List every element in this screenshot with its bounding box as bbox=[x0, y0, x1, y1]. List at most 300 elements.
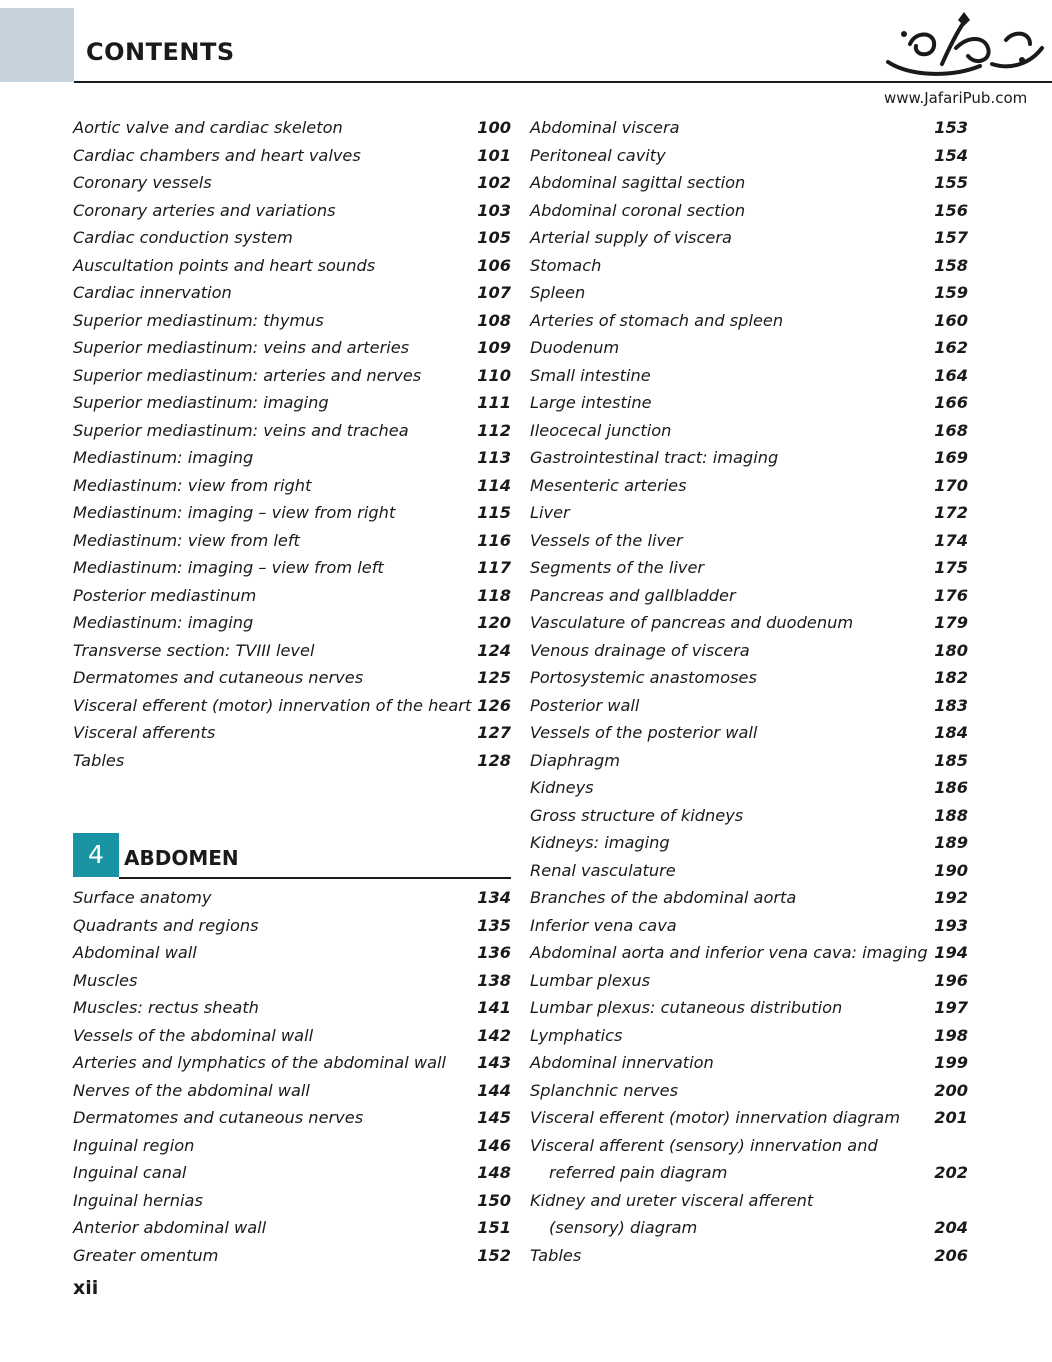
toc-entry-title-line: Tables bbox=[530, 1245, 582, 1265]
toc-entry-page: 174 bbox=[934, 530, 968, 550]
toc-entry-title-line: Vessels of the posterior wall bbox=[530, 723, 758, 742]
toc-entry-title bbox=[73, 389, 451, 417]
toc-entry[interactable] bbox=[73, 1242, 511, 1270]
toc-entry-title-line: Duodenum bbox=[530, 338, 620, 357]
toc-entry-page: 141 bbox=[477, 998, 511, 1017]
toc-entry-title bbox=[530, 389, 908, 417]
toc-entry-title-line: Visceral efferent (motor) innervation diagram bbox=[530, 1108, 900, 1127]
toc-entry-title-line: (sensory) diagram bbox=[549, 1218, 698, 1237]
toc-entry-page: 199 bbox=[934, 1053, 968, 1072]
toc-entry-page: 188 bbox=[934, 805, 968, 825]
toc-entry-title bbox=[530, 1104, 908, 1132]
toc-entry-page: 120 bbox=[477, 613, 511, 632]
toc-entry[interactable] bbox=[73, 279, 511, 307]
toc-entry-title bbox=[530, 554, 908, 582]
toc-list-abdomen bbox=[73, 884, 511, 1269]
toc-entry-title bbox=[530, 114, 908, 142]
toc-entry-page: 108 bbox=[477, 310, 511, 330]
toc-entry-title bbox=[530, 664, 908, 692]
toc-entry-title-line: Dermatomes and cutaneous nerves bbox=[73, 1108, 364, 1127]
toc-entry-page: 110 bbox=[477, 365, 511, 385]
toc-entry-title-line: Inferior vena cava bbox=[530, 915, 677, 935]
toc-entry-title-line: Visceral efferent (motor) innervation of the heart bbox=[73, 695, 472, 715]
toc-entry[interactable] bbox=[73, 1187, 511, 1215]
toc-entry[interactable] bbox=[530, 1187, 968, 1242]
toc-entry-title bbox=[73, 362, 451, 390]
toc-entry-title bbox=[530, 774, 908, 802]
toc-entry-page: 160 bbox=[934, 310, 968, 330]
toc-entry-title bbox=[530, 444, 908, 472]
toc-entry-page: 109 bbox=[477, 338, 511, 357]
toc-entry-title-line: referred pain diagram bbox=[549, 1163, 728, 1182]
toc-entry-title bbox=[73, 142, 451, 170]
toc-entry-page: 152 bbox=[477, 1245, 511, 1265]
toc-entry-title bbox=[530, 279, 908, 307]
toc-entry-title bbox=[530, 1132, 908, 1187]
toc-entry[interactable] bbox=[73, 554, 511, 582]
toc-entry-page: 186 bbox=[934, 778, 968, 797]
toc-entry-title-line: Pancreas and gallbladder bbox=[530, 585, 736, 605]
toc-entry-page: 179 bbox=[934, 613, 968, 632]
toc-entry[interactable] bbox=[73, 609, 511, 637]
toc-entry[interactable] bbox=[73, 1159, 511, 1187]
toc-entry-page: 202 bbox=[934, 1163, 968, 1182]
toc-entry-page: 114 bbox=[477, 475, 511, 495]
page-number: xii bbox=[73, 1277, 99, 1299]
toc-entry-page: 127 bbox=[477, 723, 511, 742]
toc-entry-title bbox=[73, 1214, 451, 1242]
toc-entry[interactable] bbox=[530, 609, 968, 637]
toc-entry-page: 193 bbox=[934, 915, 968, 935]
toc-entry-title-line: Kidneys: imaging bbox=[530, 833, 670, 852]
toc-entry[interactable] bbox=[73, 884, 511, 912]
toc-entry[interactable] bbox=[73, 389, 511, 417]
toc-entry[interactable] bbox=[73, 1132, 511, 1160]
toc-entry[interactable] bbox=[73, 967, 511, 995]
toc-entry[interactable] bbox=[530, 747, 968, 775]
toc-entry-title bbox=[73, 169, 451, 197]
toc-entry-page: 116 bbox=[477, 530, 511, 550]
toc-entry[interactable] bbox=[530, 197, 968, 225]
toc-entry-title bbox=[530, 967, 908, 995]
toc-entry-title bbox=[73, 664, 451, 692]
toc-entry-page: 166 bbox=[934, 393, 968, 412]
toc-entry-title bbox=[530, 582, 908, 610]
toc-entry[interactable] bbox=[530, 279, 968, 307]
toc-entry-page: 100 bbox=[477, 118, 511, 137]
toc-entry-title-line: Superior mediastinum: arteries and nerves bbox=[73, 365, 422, 385]
toc-entry-title bbox=[73, 912, 451, 940]
toc-entry-page: 150 bbox=[477, 1190, 511, 1210]
toc-entry[interactable] bbox=[73, 417, 511, 445]
toc-entry-title bbox=[530, 719, 908, 747]
toc-entry-title bbox=[73, 472, 451, 500]
toc-entry-title-line: Peritoneal cavity bbox=[530, 145, 666, 165]
toc-entry[interactable] bbox=[530, 994, 968, 1022]
toc-entry[interactable] bbox=[73, 1022, 511, 1050]
toc-entry-page: 146 bbox=[477, 1135, 511, 1155]
toc-entry[interactable] bbox=[73, 939, 511, 967]
toc-entry-title-line: Mediastinum: imaging bbox=[73, 448, 254, 467]
toc-entry-page: 197 bbox=[934, 998, 968, 1017]
toc-entry-title-line: Abdominal innervation bbox=[530, 1053, 714, 1072]
toc-entry[interactable] bbox=[73, 719, 511, 747]
toc-entry-title bbox=[530, 417, 908, 445]
toc-entry[interactable] bbox=[73, 664, 511, 692]
toc-entry-page: 111 bbox=[477, 393, 511, 412]
toc-entry-page: 118 bbox=[477, 585, 511, 605]
toc-right-column bbox=[530, 114, 968, 1269]
toc-entry[interactable] bbox=[530, 252, 968, 280]
toc-entry[interactable] bbox=[73, 362, 511, 390]
toc-entry-page: 154 bbox=[934, 145, 968, 165]
toc-entry-title bbox=[73, 939, 451, 967]
toc-entry[interactable] bbox=[530, 114, 968, 142]
toc-entry-page: 176 bbox=[934, 585, 968, 605]
toc-entry-title-line: Vessels of the abdominal wall bbox=[73, 1025, 314, 1045]
toc-entry-page: 168 bbox=[934, 420, 968, 440]
toc-entry-title-line: Superior mediastinum: imaging bbox=[73, 393, 329, 412]
toc-entry-page: 101 bbox=[477, 145, 511, 165]
toc-entry[interactable] bbox=[530, 417, 968, 445]
toc-entry-title-line: Abdominal coronal section bbox=[530, 200, 746, 220]
toc-entry-title-line: Inguinal region bbox=[73, 1135, 195, 1155]
toc-entry[interactable] bbox=[530, 444, 968, 472]
toc-entry-title bbox=[530, 1242, 908, 1270]
toc-entry-title bbox=[530, 224, 908, 252]
toc-entry-title-line: Tables bbox=[73, 750, 125, 770]
toc-entry-title bbox=[530, 142, 908, 170]
toc-entry-title bbox=[530, 637, 908, 665]
toc-entry[interactable] bbox=[530, 857, 968, 885]
toc-entry-title bbox=[73, 417, 451, 445]
toc-entry-page: 148 bbox=[477, 1163, 511, 1182]
toc-entry-page: 143 bbox=[477, 1053, 511, 1072]
toc-entry-page: 103 bbox=[477, 200, 511, 220]
toc-entry-title bbox=[530, 362, 908, 390]
toc-entry-title-line: Muscles: rectus sheath bbox=[73, 998, 259, 1017]
toc-entry-page: 156 bbox=[934, 200, 968, 220]
toc-entry-title bbox=[73, 1077, 451, 1105]
toc-entry[interactable] bbox=[530, 389, 968, 417]
toc-entry-page: 190 bbox=[934, 860, 968, 880]
toc-entry[interactable] bbox=[530, 224, 968, 252]
toc-entry-title-line: Liver bbox=[530, 503, 570, 522]
toc-entry[interactable] bbox=[73, 582, 511, 610]
toc-entry[interactable] bbox=[530, 472, 968, 500]
toc-entry[interactable] bbox=[530, 1049, 968, 1077]
toc-entry-title bbox=[73, 637, 451, 665]
toc-entry-title bbox=[530, 499, 908, 527]
toc-entry-page: 200 bbox=[934, 1080, 968, 1100]
toc-entry[interactable] bbox=[73, 499, 511, 527]
toc-entry-page: 185 bbox=[934, 750, 968, 770]
toc-entry-page: 198 bbox=[934, 1025, 968, 1045]
toc-entry-title-line: Transverse section: TVIII level bbox=[73, 640, 315, 660]
toc-entry-page: 194 bbox=[934, 943, 968, 962]
toc-entry-title-line: Surface anatomy bbox=[73, 888, 212, 907]
toc-entry[interactable] bbox=[73, 444, 511, 472]
toc-entry[interactable] bbox=[73, 142, 511, 170]
toc-entry-title-line: Dermatomes and cutaneous nerves bbox=[73, 668, 364, 687]
publisher-logo bbox=[880, 4, 1050, 86]
toc-entry-title bbox=[73, 114, 451, 142]
toc-entry-title-line: Abdominal viscera bbox=[530, 118, 680, 137]
toc-entry[interactable] bbox=[530, 142, 968, 170]
toc-entry-title-line: Arteries and lymphatics of the abdominal wall bbox=[73, 1053, 447, 1072]
toc-entry-title-line: Gross structure of kidneys bbox=[530, 805, 744, 825]
toc-entry-title-line: Superior mediastinum: veins and arteries bbox=[73, 338, 410, 357]
toc-entry-title-line: Lumbar plexus bbox=[530, 970, 651, 990]
toc-entry-title-line: Vessels of the liver bbox=[530, 530, 683, 550]
toc-entry-title bbox=[530, 692, 908, 720]
toc-entry-title bbox=[73, 554, 451, 582]
toc-entry-title bbox=[73, 1187, 451, 1215]
toc-entry[interactable] bbox=[73, 197, 511, 225]
toc-entry-title bbox=[530, 1187, 908, 1242]
toc-entry-title bbox=[530, 1022, 908, 1050]
toc-entry-title-line: Auscultation points and heart sounds bbox=[73, 255, 376, 275]
toc-entry-page: 172 bbox=[934, 503, 968, 522]
toc-entry-page: 136 bbox=[477, 943, 511, 962]
toc-entry[interactable] bbox=[73, 692, 511, 720]
toc-entry[interactable] bbox=[73, 912, 511, 940]
toc-entry-title-line: Muscles bbox=[73, 970, 138, 990]
toc-entry[interactable] bbox=[530, 829, 968, 857]
toc-entry-title-line: Arteries of stomach and spleen bbox=[530, 310, 784, 330]
toc-entry[interactable] bbox=[73, 472, 511, 500]
toc-entry-page: 124 bbox=[477, 640, 511, 660]
toc-entry-title-line: Mediastinum: imaging bbox=[73, 613, 254, 632]
toc-entry[interactable] bbox=[530, 637, 968, 665]
toc-entry-title bbox=[73, 224, 451, 252]
toc-entry-title bbox=[73, 334, 451, 362]
toc-entry-title bbox=[530, 857, 908, 885]
toc-entry-page: 157 bbox=[934, 228, 968, 247]
toc-entry-title bbox=[530, 472, 908, 500]
toc-entry[interactable] bbox=[530, 802, 968, 830]
toc-entry-title-line: Coronary arteries and variations bbox=[73, 200, 336, 220]
toc-entry-page: 126 bbox=[477, 695, 511, 715]
toc-entry[interactable] bbox=[73, 994, 511, 1022]
toc-entry-title-line: Vasculature of pancreas and duodenum bbox=[530, 613, 854, 632]
toc-entry-title-line: Lumbar plexus: cutaneous distribution bbox=[530, 998, 843, 1017]
toc-entry[interactable] bbox=[73, 252, 511, 280]
toc-entry-page: 206 bbox=[934, 1245, 968, 1265]
toc-entry[interactable] bbox=[73, 169, 511, 197]
toc-entry-title-line: Superior mediastinum: thymus bbox=[73, 310, 324, 330]
toc-entry-title-line: Kidney and ureter visceral afferent bbox=[530, 1190, 814, 1210]
toc-entry-page: 134 bbox=[477, 888, 511, 907]
toc-entry-title-line: Branches of the abdominal aorta bbox=[530, 888, 797, 907]
toc-entry[interactable] bbox=[530, 967, 968, 995]
toc-entry-title-line: Mediastinum: view from right bbox=[73, 475, 312, 495]
toc-entry-title bbox=[73, 609, 451, 637]
toc-entry-page: 135 bbox=[477, 915, 511, 935]
toc-entry[interactable] bbox=[530, 1077, 968, 1105]
toc-entry-page: 106 bbox=[477, 255, 511, 275]
toc-entry-title bbox=[530, 252, 908, 280]
toc-entry-title-line: Superior mediastinum: veins and trachea bbox=[73, 420, 409, 440]
toc-entry-title-line: Stomach bbox=[530, 255, 602, 275]
toc-entry[interactable] bbox=[530, 692, 968, 720]
toc-entry-title bbox=[530, 1049, 908, 1077]
toc-entry-page: 144 bbox=[477, 1080, 511, 1100]
toc-entry[interactable] bbox=[530, 527, 968, 555]
toc-entry-title bbox=[530, 197, 908, 225]
toc-entry-page: 145 bbox=[477, 1108, 511, 1127]
toc-entry-page: 159 bbox=[934, 283, 968, 302]
toc-entry[interactable] bbox=[530, 334, 968, 362]
toc-entry-page: 112 bbox=[477, 420, 511, 440]
toc-entry[interactable] bbox=[530, 169, 968, 197]
toc-entry[interactable] bbox=[73, 747, 511, 775]
toc-entry-title-line: Mediastinum: imaging – view from right bbox=[73, 503, 396, 522]
toc-entry[interactable] bbox=[73, 637, 511, 665]
toc-entry[interactable] bbox=[530, 499, 968, 527]
toc-entry-title-line: Large intestine bbox=[530, 393, 652, 412]
toc-entry-title-line: Aortic valve and cardiac skeleton bbox=[73, 118, 343, 137]
toc-entry-title bbox=[73, 1104, 451, 1132]
toc-entry-page: 102 bbox=[477, 173, 511, 192]
toc-entry[interactable] bbox=[73, 1214, 511, 1242]
toc-entry-title-line: Cardiac chambers and heart valves bbox=[73, 145, 361, 165]
toc-entry[interactable] bbox=[530, 307, 968, 335]
toc-entry-title bbox=[530, 169, 908, 197]
toc-entry[interactable] bbox=[530, 912, 968, 940]
toc-entry-title bbox=[73, 994, 451, 1022]
toc-entry[interactable] bbox=[530, 939, 968, 967]
toc-entry-title bbox=[73, 1132, 451, 1160]
toc-entry-title bbox=[73, 1049, 451, 1077]
toc-entry[interactable] bbox=[530, 554, 968, 582]
toc-entry[interactable] bbox=[530, 1242, 968, 1270]
toc-entry-title-line: Portosystemic anastomoses bbox=[530, 668, 757, 687]
toc-entry[interactable] bbox=[73, 224, 511, 252]
toc-entry[interactable] bbox=[530, 1104, 968, 1132]
toc-entry[interactable] bbox=[73, 114, 511, 142]
toc-entry-title-line: Lymphatics bbox=[530, 1025, 623, 1045]
toc-entry-title bbox=[73, 197, 451, 225]
toc-entry-page: 151 bbox=[477, 1218, 511, 1237]
toc-entry[interactable] bbox=[73, 1049, 511, 1077]
toc-entry-title-line: Small intestine bbox=[530, 365, 651, 385]
toc-entry-page: 115 bbox=[477, 503, 511, 522]
toc-entry-page: 183 bbox=[934, 695, 968, 715]
toc-entry-title bbox=[530, 829, 908, 857]
toc-left-section-column bbox=[73, 884, 511, 1269]
toc-entry[interactable] bbox=[530, 774, 968, 802]
toc-entry-title bbox=[73, 747, 451, 775]
toc-entry-title-line: Abdominal aorta and inferior vena cava: imaging bbox=[530, 943, 928, 962]
toc-entry[interactable] bbox=[530, 719, 968, 747]
toc-entry-page: 162 bbox=[934, 338, 968, 357]
toc-entry-page: 201 bbox=[934, 1108, 968, 1127]
toc-entry-title-line: Visceral afferents bbox=[73, 723, 216, 742]
toc-entry-title bbox=[73, 527, 451, 555]
toc-entry-title-line: Venous drainage of viscera bbox=[530, 640, 750, 660]
toc-entry-title bbox=[530, 994, 908, 1022]
toc-entry-page: 204 bbox=[934, 1218, 968, 1237]
toc-entry-page: 113 bbox=[477, 448, 511, 467]
toc-entry-title bbox=[73, 499, 451, 527]
toc-entry-page: 170 bbox=[934, 475, 968, 495]
toc-entry-title-line: Ileocecal junction bbox=[530, 420, 672, 440]
toc-entry-page: 175 bbox=[934, 558, 968, 577]
toc-entry-page: 164 bbox=[934, 365, 968, 385]
toc-entry-page: 125 bbox=[477, 668, 511, 687]
toc-entry-page: 192 bbox=[934, 888, 968, 907]
toc-entry-page: 128 bbox=[477, 750, 511, 770]
toc-left-column bbox=[73, 114, 511, 774]
toc-entry-page: 155 bbox=[934, 173, 968, 192]
toc-entry-page: 158 bbox=[934, 255, 968, 275]
toc-entry-title bbox=[73, 884, 451, 912]
toc-entry-title bbox=[73, 279, 451, 307]
toc-entry-title-line: Mediastinum: imaging – view from left bbox=[73, 558, 384, 577]
toc-entry-title-line: Coronary vessels bbox=[73, 173, 212, 192]
toc-entry-title bbox=[73, 252, 451, 280]
toc-entry-title-line: Greater omentum bbox=[73, 1245, 219, 1265]
toc-entry-title bbox=[530, 527, 908, 555]
toc-entry[interactable] bbox=[73, 307, 511, 335]
toc-entry-title-line: Segments of the liver bbox=[530, 558, 705, 577]
toc-entry-title bbox=[530, 609, 908, 637]
toc-entry-title bbox=[73, 967, 451, 995]
toc-entry-page: 105 bbox=[477, 228, 511, 247]
toc-entry-page: 117 bbox=[477, 558, 511, 577]
toc-entry-title-line: Mediastinum: view from left bbox=[73, 530, 300, 550]
toc-entry-title bbox=[73, 692, 472, 720]
toc-entry[interactable] bbox=[73, 334, 511, 362]
toc-entry-title bbox=[73, 444, 451, 472]
toc-entry-title-line: Mesenteric arteries bbox=[530, 475, 687, 495]
toc-entry-title-line: Arterial supply of viscera bbox=[530, 228, 732, 247]
toc-entry[interactable] bbox=[530, 884, 968, 912]
toc-entry[interactable] bbox=[530, 1022, 968, 1050]
toc-entry-title-line: Inguinal canal bbox=[73, 1163, 187, 1182]
toc-entry-page: 182 bbox=[934, 668, 968, 687]
section-header bbox=[73, 833, 511, 879]
toc-entry-title-line: Anterior abdominal wall bbox=[73, 1218, 267, 1237]
toc-entry-title bbox=[530, 884, 908, 912]
toc-entry[interactable] bbox=[73, 1104, 511, 1132]
toc-entry[interactable] bbox=[73, 1077, 511, 1105]
section-title: ABDOMEN bbox=[124, 846, 239, 870]
toc-entry[interactable] bbox=[530, 1132, 968, 1187]
toc-entry-title-line: Quadrants and regions bbox=[73, 915, 259, 935]
toc-entry-title bbox=[73, 719, 451, 747]
toc-entry[interactable] bbox=[530, 664, 968, 692]
toc-entry-page: 107 bbox=[477, 283, 511, 302]
toc-entry-title-line: Inguinal hernias bbox=[73, 1190, 203, 1210]
toc-entry-title-line: Splanchnic nerves bbox=[530, 1080, 679, 1100]
header-corner-block bbox=[0, 8, 74, 82]
toc-entry-title bbox=[73, 1022, 451, 1050]
toc-entry[interactable] bbox=[530, 362, 968, 390]
toc-list-abdomen-continued bbox=[530, 114, 968, 1269]
toc-entry-page: 169 bbox=[934, 448, 968, 467]
toc-entry[interactable] bbox=[73, 527, 511, 555]
toc-entry-title bbox=[73, 307, 451, 335]
toc-entry-title-line: Kidneys bbox=[530, 778, 594, 797]
toc-entry-title-line: Nerves of the abdominal wall bbox=[73, 1080, 310, 1100]
toc-entry-page: 189 bbox=[934, 833, 968, 852]
toc-entry[interactable] bbox=[530, 582, 968, 610]
toc-entry-page: 142 bbox=[477, 1025, 511, 1045]
toc-list-continued bbox=[73, 114, 511, 774]
page-title: CONTENTS bbox=[86, 38, 235, 66]
